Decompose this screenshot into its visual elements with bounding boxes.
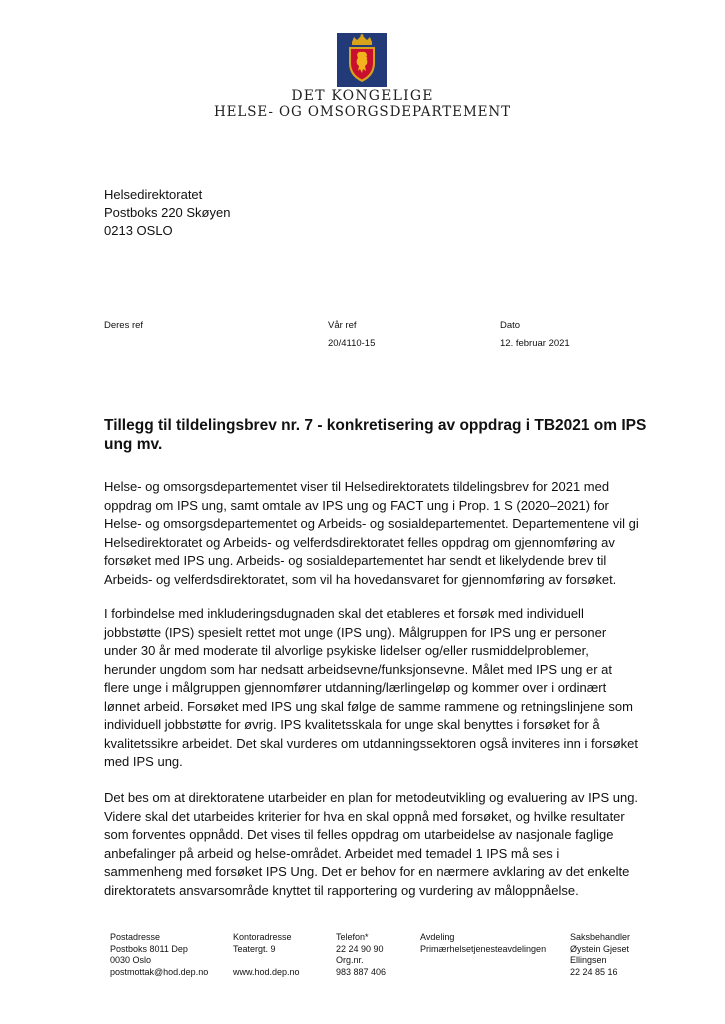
dato-value: 12. februar 2021 <box>500 338 570 349</box>
text-line: kvalitetssikre arbeidet. Det skal vurderes om utdanningssektoren også inviteres inn i forsøket <box>104 735 638 751</box>
text-line: under 30 år med moderate til alvorlige psykiske lidelser og/eller rusmiddelproblemer, <box>104 643 589 658</box>
footer-heading: Telefon* <box>336 932 369 942</box>
footer-website: www.hod.dep.no <box>233 966 300 977</box>
paragraph-1 <box>104 478 664 589</box>
ministry-name-line1: DET KONGELIGE <box>291 88 434 104</box>
ministry-name-line2: HELSE- OG OMSORGSDEPARTEMENT <box>213 104 512 120</box>
text-line: herunder ungdom som har nedsatt arbeidsevne/funksjonsevne. Målet med IPS ung er at <box>104 661 613 677</box>
text-line: Arbeids- og velferdsdirektoratet, som vil ha hovedansvaret for gjennomføring av forsøket. <box>104 571 617 587</box>
recipient-name: Helsedirektoratet <box>104 187 203 202</box>
text-line: direktoratets ansvarsområde knyttet til rapportering og vurdering av måloppnåelse. <box>104 882 579 898</box>
footer-heading: Postadresse <box>110 932 161 942</box>
dato-label: Dato <box>500 320 521 331</box>
footer-text: 983 887 406 <box>336 966 387 977</box>
footer-heading: Kontoradresse <box>233 932 292 942</box>
footer-telefon <box>336 932 386 978</box>
footer-text: Ellingsen <box>570 955 607 966</box>
footer-postadresse <box>110 932 208 978</box>
text-line: Helse- og omsorgsdepartementet viser til Helsedirektoratets tildelingsbrev for 2021 med <box>104 479 610 494</box>
text-line: jobbstøtte (IPS) spesielt rettet mot unge (IPS ung). Målgruppen for IPS ung er personer <box>104 624 607 640</box>
footer-kontoradresse <box>233 932 300 978</box>
footer-heading: Avdeling <box>420 932 455 942</box>
footer-email: postmottak@hod.dep.no <box>110 966 209 977</box>
var-ref-label: Vår ref <box>328 320 357 331</box>
text-line: flere unge i målgruppen gjennomfører utdanning/lærlingeløp og kommer over i ordinært <box>104 680 607 695</box>
footer-text: 22 24 90 90 <box>336 943 384 954</box>
text-line: I forbindelse med inkluderingsdugnaden skal det etableres et forsøk med individuell <box>104 606 584 621</box>
paragraph-3 <box>104 789 664 900</box>
footer-text <box>233 955 300 967</box>
text-line: oppdrag om IPS ung, samt omtale av IPS ung og FACT ung i Prop. 1 S (2020–2021) for <box>104 497 609 513</box>
footer-text: Primærhelsetjenesteavdelingen <box>420 943 547 954</box>
text-line: Det bes om at direktoratene utarbeider en plan for metodeutvikling og evaluering av IPS ung. <box>104 790 639 805</box>
recipient-street: Postboks 220 Skøyen <box>104 205 231 220</box>
text-line: forsøket med IPS ung. Arbeids- og sosialdepartementet har sendt et likelydende brev til <box>104 553 607 568</box>
text-line: Helsedirektoratet og Arbeids- og velferdsdirektoratet felles oppdrag om gjennomføring av <box>104 534 615 550</box>
footer-text: 22 24 85 16 <box>570 966 618 977</box>
deres-ref-label: Deres ref <box>104 320 144 331</box>
text-line: individuell jobbstøtte for øvrig. IPS kvalitetsskala for unge skal benyttes i forsøket for å <box>104 717 600 732</box>
footer-text: Teatergt. 9 <box>233 943 276 954</box>
text-line: sammenheng med forsøket IPS Ung. Det er behov for en nærmere avklaring av det enkelte <box>104 864 630 879</box>
footer-avdeling <box>420 932 546 955</box>
footer-text: Org.nr. <box>336 955 364 966</box>
footer-text: 0030 Oslo <box>110 955 152 966</box>
var-ref-value: 20/4110-15 <box>328 338 376 349</box>
footer-text: Øystein Gjeset <box>570 943 630 954</box>
coat-of-arms-icon <box>337 33 387 87</box>
footer-saksbehandler <box>570 932 630 978</box>
letter-title: Tillegg til tildelingsbrev nr. 7 - konkretisering av oppdrag i TB2021 om IPS ung mv. <box>104 417 647 453</box>
recipient-city: 0213 OSLO <box>104 223 173 238</box>
text-line: med IPS ung. <box>104 754 183 769</box>
text-line: som forventes oppnådd. Det vises til felles oppdrag om utarbeidelse av nasjonale faglige <box>104 827 614 842</box>
text-line: Videre skal det utarbeides kriterier for hva en skal oppnå med forsøket, og hvilke resultater <box>104 808 625 824</box>
text-line: lønnet arbeid. Forsøket med IPS ung skal følge de samme rammene og retningslinjene som <box>104 698 633 714</box>
paragraph-2 <box>104 605 664 772</box>
text-line: Helse- og omsorgsdepartementet og Arbeids- og sosialdepartementet. Departementene vil gi <box>104 516 639 531</box>
footer-heading: Saksbehandler <box>570 932 631 942</box>
footer-text: Postboks 8011 Dep <box>110 943 188 954</box>
recipient-address <box>104 186 230 240</box>
text-line: anbefalinger på arbeid og helse-området. Arbeidet med temadel 1 IPS må ses i <box>104 845 560 861</box>
